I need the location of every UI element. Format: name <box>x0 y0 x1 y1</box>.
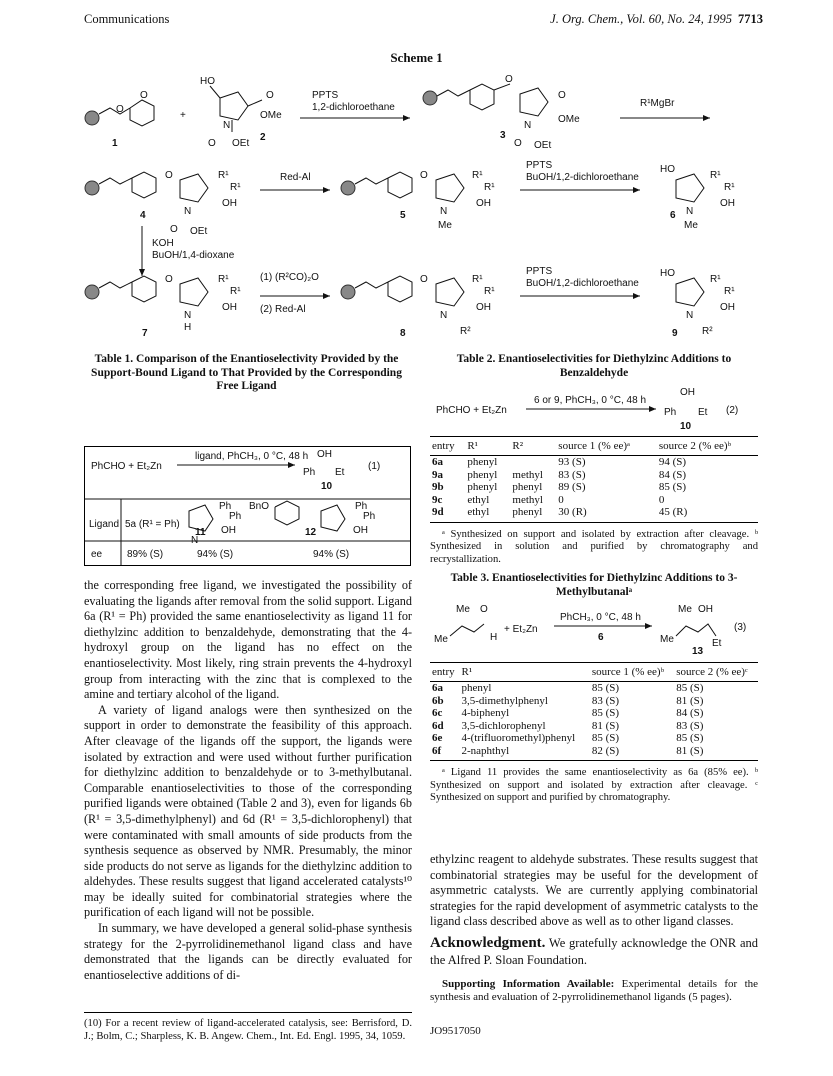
table-2-label: Table 2. <box>456 353 496 365</box>
compound-label-5: 5 <box>400 210 406 221</box>
table-cell <box>510 456 556 469</box>
table-1-ee-b: 94% (S) <box>197 549 234 560</box>
table-cell: 4-(trifluoromethyl)phenyl <box>461 732 576 744</box>
table-3-equation-number: (3) <box>734 622 747 633</box>
body-paragraph-3: In summary, we have developed a general solid-phase synthesis strategy for the 2-pyrrolidinemethanol ligand class and have demonstrated that the ligands can be directly evaluated for enantioselective additions of di- <box>84 921 412 982</box>
table-1-ligand-b: 11 <box>195 527 206 538</box>
svg-text:Et: Et <box>698 407 708 418</box>
reagent-step-2: (2) Red-Al <box>260 304 306 315</box>
table-row <box>430 707 758 720</box>
table-3-caption-text: Enantioselectivities for Diethylzinc Additions to 3-Methylbutanalᵃ <box>492 572 738 598</box>
reagent-redal: Red-Al <box>280 172 311 183</box>
compound-5-structure <box>341 170 495 231</box>
svg-text:N: N <box>191 535 199 546</box>
table-cell: 6b <box>432 694 444 707</box>
table-1-row-ligand: Ligand <box>89 519 120 530</box>
table-3-ligand: 6 <box>598 632 604 643</box>
table-2-header: R¹ <box>465 437 510 456</box>
svg-text:O: O <box>480 604 488 615</box>
svg-text:OEt: OEt <box>534 140 552 151</box>
reagent-koh: KOH <box>152 238 174 249</box>
table-3-caption <box>430 572 758 599</box>
svg-text:HO: HO <box>200 76 215 87</box>
table-row <box>430 469 758 482</box>
table-1-row-ee: ee <box>91 549 103 560</box>
table-cell: phenyl <box>467 468 498 481</box>
svg-text:OH: OH <box>476 302 491 313</box>
table-1-ligand-a: 5a (R¹ = Ph) <box>125 519 180 530</box>
svg-text:OEt: OEt <box>190 226 208 237</box>
scheme-1-diagram <box>80 68 760 348</box>
table-cell: 81 (S) <box>676 694 704 707</box>
table-2-equation-number: (2) <box>726 405 739 416</box>
reagent-solvent-a: 1,2-dichloroethane <box>312 102 395 113</box>
svg-text:N: N <box>686 206 694 217</box>
svg-text:Ph: Ph <box>363 511 376 522</box>
table-cell: 85 (S) <box>591 707 620 719</box>
table-3-conditions: PhCH₃, 0 °C, 48 h <box>560 612 641 623</box>
svg-text:R¹: R¹ <box>218 170 229 181</box>
table-2 <box>430 436 758 566</box>
reagent-ppts-a: PPTS <box>312 90 339 101</box>
svg-text:N: N <box>440 206 448 217</box>
compound-label-6: 6 <box>670 210 676 221</box>
svg-text:OH: OH <box>221 525 236 536</box>
compound-2-structure <box>200 76 282 149</box>
table-1-caption <box>84 353 409 394</box>
table-cell: 83 (S) <box>591 694 620 707</box>
table-cell: 82 (S) <box>590 745 674 761</box>
reagent-solvent-d: BuOH/1,2-dichloroethane <box>526 278 639 289</box>
svg-text:N: N <box>686 310 694 321</box>
table-row <box>430 745 758 761</box>
svg-text:N: N <box>184 310 192 321</box>
table-cell: 94 (S) <box>658 456 687 468</box>
svg-text:Me: Me <box>660 634 674 645</box>
svg-text:O: O <box>420 274 428 285</box>
table-cell: 9a <box>432 468 443 481</box>
svg-text:Et: Et <box>712 638 722 649</box>
compound-label-8: 8 <box>400 328 406 339</box>
svg-text:OH: OH <box>222 198 237 209</box>
table-cell: 2-naphthyl <box>459 745 589 761</box>
svg-text:OH: OH <box>720 198 735 209</box>
table-1-content <box>85 447 410 565</box>
right-column-text <box>430 852 758 930</box>
table-cell: ethyl <box>467 493 490 506</box>
compound-8-structure <box>341 274 495 337</box>
table-cell: 6e <box>432 732 443 744</box>
svg-text:Me: Me <box>678 604 692 615</box>
svg-text:R¹: R¹ <box>710 170 721 181</box>
table-row <box>430 456 758 469</box>
table-cell: methyl <box>512 493 543 506</box>
table-3-header: source 1 (% ee)ᵇ <box>590 663 674 682</box>
journal-citation: J. Org. Chem., Vol. 60, No. 24, 1995 <box>550 12 732 26</box>
table-2-header: source 1 (% ee)ᵃ <box>556 437 657 456</box>
table-cell: 3,5-dichlorophenyl <box>461 719 546 732</box>
table-1 <box>84 446 411 566</box>
table-3-product: 13 <box>692 646 704 654</box>
table-cell: ethyl <box>465 506 510 522</box>
table-1-equation-number: (1) <box>368 461 381 472</box>
svg-text:R¹: R¹ <box>472 170 483 181</box>
table-1-reactants: PhCHO + Et₂Zn <box>91 461 162 472</box>
body-paragraph-4: ethylzinc reagent to aldehyde substrates. These results suggest that combinatorial strategies may be useful for the development of asymmetric catalysts. We are currently applying combinatorial strategies for the rapid development of asymmetric catalysts to the ligand class described above as well as to other ligand classes. <box>430 852 758 929</box>
table-3-reaction <box>430 602 758 654</box>
svg-text:R²: R² <box>702 326 713 337</box>
table-cell: 0 <box>658 493 665 506</box>
table-row <box>430 494 758 507</box>
table-2-caption-text: Enantioselectivities for Diethylzinc Additions to Benzaldehyde <box>498 353 732 379</box>
table-1-product: 10 <box>321 481 333 492</box>
table-cell: 9b <box>432 481 444 493</box>
table-cell: 81 (S) <box>591 719 620 732</box>
svg-text:Me: Me <box>434 634 448 645</box>
svg-text:Ph: Ph <box>664 407 677 418</box>
svg-text:R¹: R¹ <box>724 182 735 193</box>
table-1-conditions: ligand, PhCH₃, 0 °C, 48 h <box>195 451 309 462</box>
table-row <box>430 506 758 522</box>
table-cell: 6a <box>432 456 443 468</box>
table-cell: 85 (S) <box>676 682 704 694</box>
svg-text:OH: OH <box>698 604 713 615</box>
table-cell: 84 (S) <box>676 707 704 719</box>
svg-text:N: N <box>524 120 532 131</box>
table-1-ee-a: 89% (S) <box>127 549 164 560</box>
table-cell: 4-biphenyl <box>461 707 510 719</box>
svg-text:Ph: Ph <box>229 511 242 522</box>
reagent-ppts-c: PPTS <box>526 266 553 277</box>
table-3-grid <box>430 662 758 761</box>
table-cell: 85 (S) <box>591 732 620 744</box>
svg-text:O: O <box>116 104 124 115</box>
table-cell: 81 (S) <box>674 745 758 761</box>
table-cell: phenyl <box>467 481 498 493</box>
svg-text:H: H <box>490 632 498 643</box>
compound-9-structure <box>660 268 735 337</box>
table-cell: 85 (S) <box>658 481 687 493</box>
body-paragraph-1: the corresponding free ligand, we investigated the possibility of evaluating the ligands after removal from the solid support. Ligand 6a (R¹ = Ph) provided the same enantioselectivity as ligand 11 for diethylzinc addition to benzaldehyde, demonstrating that the 4-hydroxyl group on the ligand has no effect on the enantioselectivity. Most likely, ring strain prevents the 4-hydroxyl group from interacting with the zinc that is complexed to the amine and tertiary alcohol of the ligand. <box>84 578 412 702</box>
body-paragraph-2: A variety of ligand analogs were then synthesized on the support in order to demonstrate the feasibility of this approach. After cleavage of the ligands off the support, the ligands were isolated by extraction and were used without further purification for diethylzinc addition to benzaldehyde or to 3-methylbutanal. Comparable enantioselectivities to those of the corresponding purified ligands were obtained (Table 2 and 3), even for ligands 6b (R¹ = 3,5-dimethylphenyl) and 6d (R¹ = 3,5-dichlorophenyl) that were contaminated with small amounts of side products from the synthesis sequence as observed by NMR. Presumably, the minor side products do not serve as ligands for the diethylzinc addition to aldehydes. These results suggest that ligand accelerated catalysts¹⁰ may be ideally suited for combinatorial strategies where the purification of each ligand will not be possible. <box>84 702 412 920</box>
svg-text:Ph: Ph <box>303 467 316 478</box>
page-number: 7713 <box>738 12 763 26</box>
running-header-section: Communications <box>84 12 170 26</box>
compound-label-2: 2 <box>260 132 266 143</box>
table-3-header: entry <box>430 663 459 682</box>
table-cell: methyl <box>512 468 543 481</box>
compound-label-7: 7 <box>142 328 148 339</box>
compound-label-3: 3 <box>500 130 506 141</box>
svg-text:N: N <box>223 120 231 131</box>
svg-text:R¹: R¹ <box>472 274 483 285</box>
table-cell: 85 (S) <box>676 732 704 744</box>
table-cell: 83 (S) <box>558 468 586 481</box>
table-3-footnote: ᵃ Ligand 11 provides the same enantioselectivity as 6a (85% ee). ᵇ Synthesized on support and isolated by extraction after cleavage. ᶜ Synthesized on support and purified by chromatography. <box>430 767 758 804</box>
table-row <box>430 481 758 494</box>
svg-text:R¹: R¹ <box>230 286 241 297</box>
svg-text:R¹: R¹ <box>218 274 229 285</box>
svg-text:Ph: Ph <box>219 501 232 512</box>
table-cell: 93 (S) <box>558 456 586 468</box>
svg-text:+: + <box>180 110 186 121</box>
svg-text:R¹: R¹ <box>484 182 495 193</box>
table-2-footnote: ᵃ Synthesized on support and isolated by extraction after cleavage. ᵇ Synthesized in solution and purified by chromatography and recrystallization. <box>430 528 758 565</box>
svg-text:O: O <box>266 90 274 101</box>
svg-text:BnO: BnO <box>249 501 270 512</box>
manuscript-code: JO9517050 <box>430 1025 481 1037</box>
svg-text:O: O <box>208 138 216 149</box>
table-3-header: R¹ <box>459 663 589 682</box>
table-3 <box>430 662 758 805</box>
table-1-caption-text: Comparison of the Enantioselectivity Provided by the Support-Bound Ligand to That Provided by the Corresponding Free Ligand <box>91 353 402 392</box>
table-cell: 84 (S) <box>658 468 687 481</box>
reagent-grignard: R¹MgBr <box>640 98 675 109</box>
svg-text:R¹: R¹ <box>230 182 241 193</box>
left-column-text <box>84 578 412 983</box>
svg-text:Et: Et <box>335 467 345 478</box>
svg-text:OMe: OMe <box>558 114 580 125</box>
table-cell: 0 <box>558 493 564 506</box>
svg-text:OEt: OEt <box>232 138 250 149</box>
table-cell: 30 (R) <box>556 506 657 522</box>
table-2-header: source 2 (% ee)ᵇ <box>657 437 758 456</box>
table-row <box>430 732 758 745</box>
svg-text:OH: OH <box>476 198 491 209</box>
table-row <box>430 682 758 695</box>
acknowledgment-title: Acknowledgment. <box>430 935 546 951</box>
svg-text:Ph: Ph <box>355 501 368 512</box>
compound-7-structure <box>85 274 241 333</box>
table-2-conditions: 6 or 9, PhCH₃, 0 °C, 48 h <box>534 395 647 406</box>
table-cell: 3,5-dimethylphenyl <box>461 694 548 707</box>
svg-text:O: O <box>514 138 522 149</box>
compound-4-structure <box>85 170 241 237</box>
supporting-information-title: Supporting Information Available: <box>442 978 615 990</box>
table-cell: phenyl <box>512 481 543 493</box>
table-3-label: Table 3. <box>450 572 490 584</box>
table-2-header: entry <box>430 437 465 456</box>
compound-1-structure <box>85 90 154 126</box>
svg-text:H: H <box>184 322 192 333</box>
acknowledgment <box>430 935 758 969</box>
svg-text:HO: HO <box>660 268 675 279</box>
reagent-step-1: (1) (R²CO)₂O <box>260 272 319 283</box>
table-3-header: source 2 (% ee)ᶜ <box>674 663 758 682</box>
svg-text:Me: Me <box>438 220 452 231</box>
svg-text:R¹: R¹ <box>724 286 735 297</box>
svg-text:OH: OH <box>222 302 237 313</box>
table-1-ee-c: 94% (S) <box>313 549 350 560</box>
svg-text:Me: Me <box>456 604 470 615</box>
svg-text:O: O <box>165 274 173 285</box>
table-row <box>430 720 758 733</box>
table-3-reagent: + Et₂Zn <box>504 624 538 635</box>
svg-text:Me: Me <box>684 220 698 231</box>
table-cell: 45 (R) <box>657 506 758 522</box>
reagent-solvent-c: BuOH/1,4-dioxane <box>152 250 235 261</box>
svg-text:O: O <box>170 224 178 235</box>
table-1-label: Table 1. <box>94 353 134 365</box>
table-cell: 6d <box>432 719 444 732</box>
svg-text:O: O <box>558 90 566 101</box>
table-cell: 6f <box>430 745 459 761</box>
table-cell: 6a <box>432 682 443 694</box>
acknowledgment-text: We gratefully acknowledge the ONR and the Alfred P. Sloan Foundation. <box>430 936 758 967</box>
svg-text:HO: HO <box>660 164 675 175</box>
svg-text:O: O <box>505 74 513 85</box>
svg-text:N: N <box>184 206 192 217</box>
table-cell: phenyl <box>510 506 556 522</box>
table-row <box>430 695 758 708</box>
table-2-reaction <box>430 383 758 435</box>
table-1-ligand-c: 12 <box>305 527 317 538</box>
svg-text:OH: OH <box>317 449 332 460</box>
table-2-reactants: PhCHO + Et₂Zn <box>436 405 507 416</box>
table-cell: phenyl <box>461 682 492 694</box>
svg-text:O: O <box>140 90 148 101</box>
table-cell: 85 (S) <box>591 682 620 694</box>
table-2-grid <box>430 436 758 523</box>
table-cell: 83 (S) <box>676 719 704 732</box>
supporting-information-text: Experimental details for the synthesis and evaluation of 2-pyrrolidinemethanol ligands (5 pages). <box>430 978 759 1003</box>
svg-text:OMe: OMe <box>260 110 282 121</box>
svg-text:OH: OH <box>680 387 695 398</box>
table-2-header: R² <box>510 437 556 456</box>
compound-label-4: 4 <box>140 210 146 221</box>
scheme-title: Scheme 1 <box>390 50 443 65</box>
compound-label-9: 9 <box>672 328 678 339</box>
svg-text:OH: OH <box>720 302 735 313</box>
running-header-journal <box>550 12 763 27</box>
footnote-10: (10) For a recent review of ligand-accelerated catalysis, see: Berrisford, D. J.; Bolm, C.; Sharpless, K. B. Angew. Chem., Int. Ed. Engl. 1995, 34, 1059. <box>84 1012 412 1043</box>
reagent-solvent-b: BuOH/1,2-dichloroethane <box>526 172 639 183</box>
table-2-caption <box>430 353 758 380</box>
svg-text:R¹: R¹ <box>710 274 721 285</box>
table-cell: 9c <box>432 493 443 506</box>
svg-text:O: O <box>165 170 173 181</box>
reagent-ppts-b: PPTS <box>526 160 553 171</box>
svg-text:N: N <box>440 310 448 321</box>
svg-text:R¹: R¹ <box>484 286 495 297</box>
table-cell: phenyl <box>467 456 498 468</box>
compound-label-1: 1 <box>112 138 118 149</box>
table-cell: 9d <box>430 506 465 522</box>
table-cell: 89 (S) <box>558 481 586 493</box>
table-cell: 6c <box>432 707 443 719</box>
svg-text:OH: OH <box>353 525 368 536</box>
svg-text:R²: R² <box>460 326 471 337</box>
svg-text:O: O <box>420 170 428 181</box>
supporting-information <box>430 978 758 1004</box>
table-2-product: 10 <box>680 421 692 432</box>
